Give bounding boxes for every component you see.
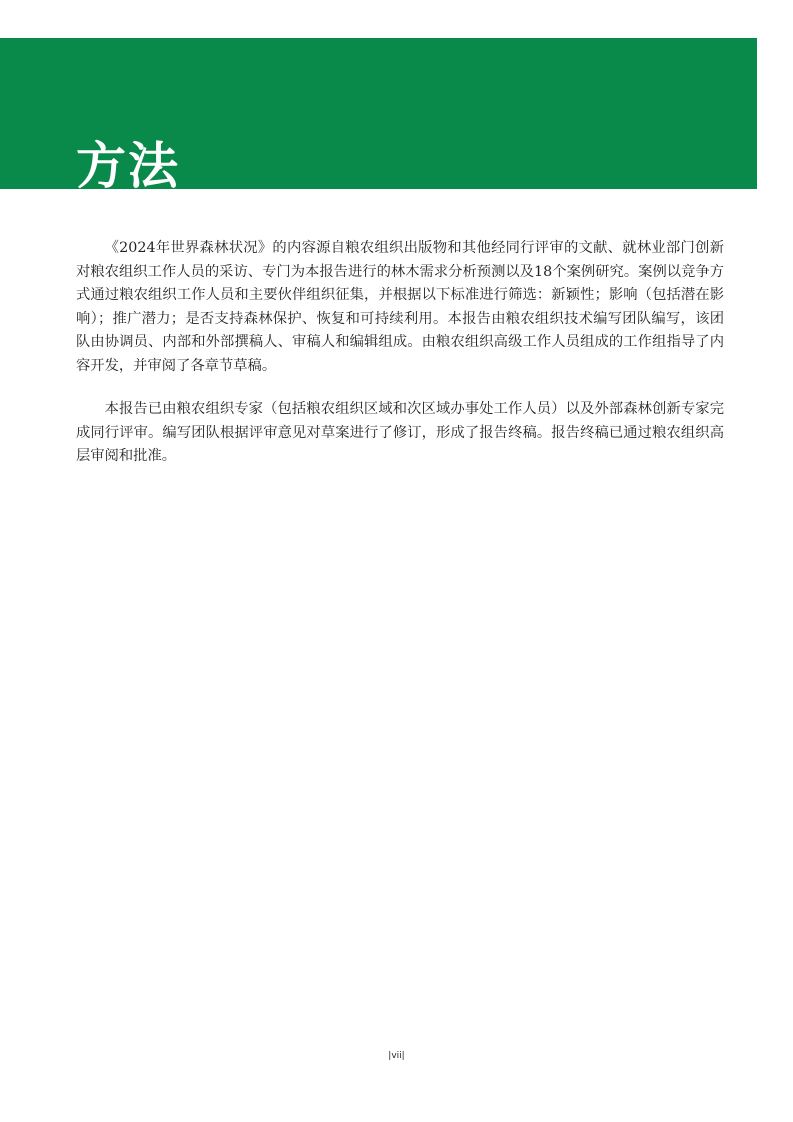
body-text (76, 237, 724, 489)
page-number: |vii| (388, 1051, 405, 1061)
page-title: 方法 (76, 137, 180, 195)
paragraph-1: 《2024年世界森林状况》的内容源自粮农组织出版物和其他经同行评审的文献、就林业部门创新对粮农组织工作人员的采访、专门为本报告进行的林木需求分析预测以及18个案例研究。案例以竞争方式通过粮农组织工作人员和主要伙伴组织征集，并根据以下标准进行筛选：新颖性；影响（包括潜在影响）；推广潜力；是否支持森林保护、恢复和可持续利用。本报告由粮农组织技术编写团队编写，该团队由协调员、内部和外部撰稿人、审稿人和编辑组成。由粮农组织高级工作人员组成的工作组指导了内容开发，并审阅了各章节草稿。 (76, 240, 724, 374)
paragraph-2: 本报告已由粮农组织专家（包括粮农组织区域和次区域办事处工作人员）以及外部森林创新专家完成同行评审。编写团队根据评审意见对草案进行了修订，形成了报告终稿。报告终稿已通过粮农组织高层审阅和批准。 (76, 401, 724, 464)
